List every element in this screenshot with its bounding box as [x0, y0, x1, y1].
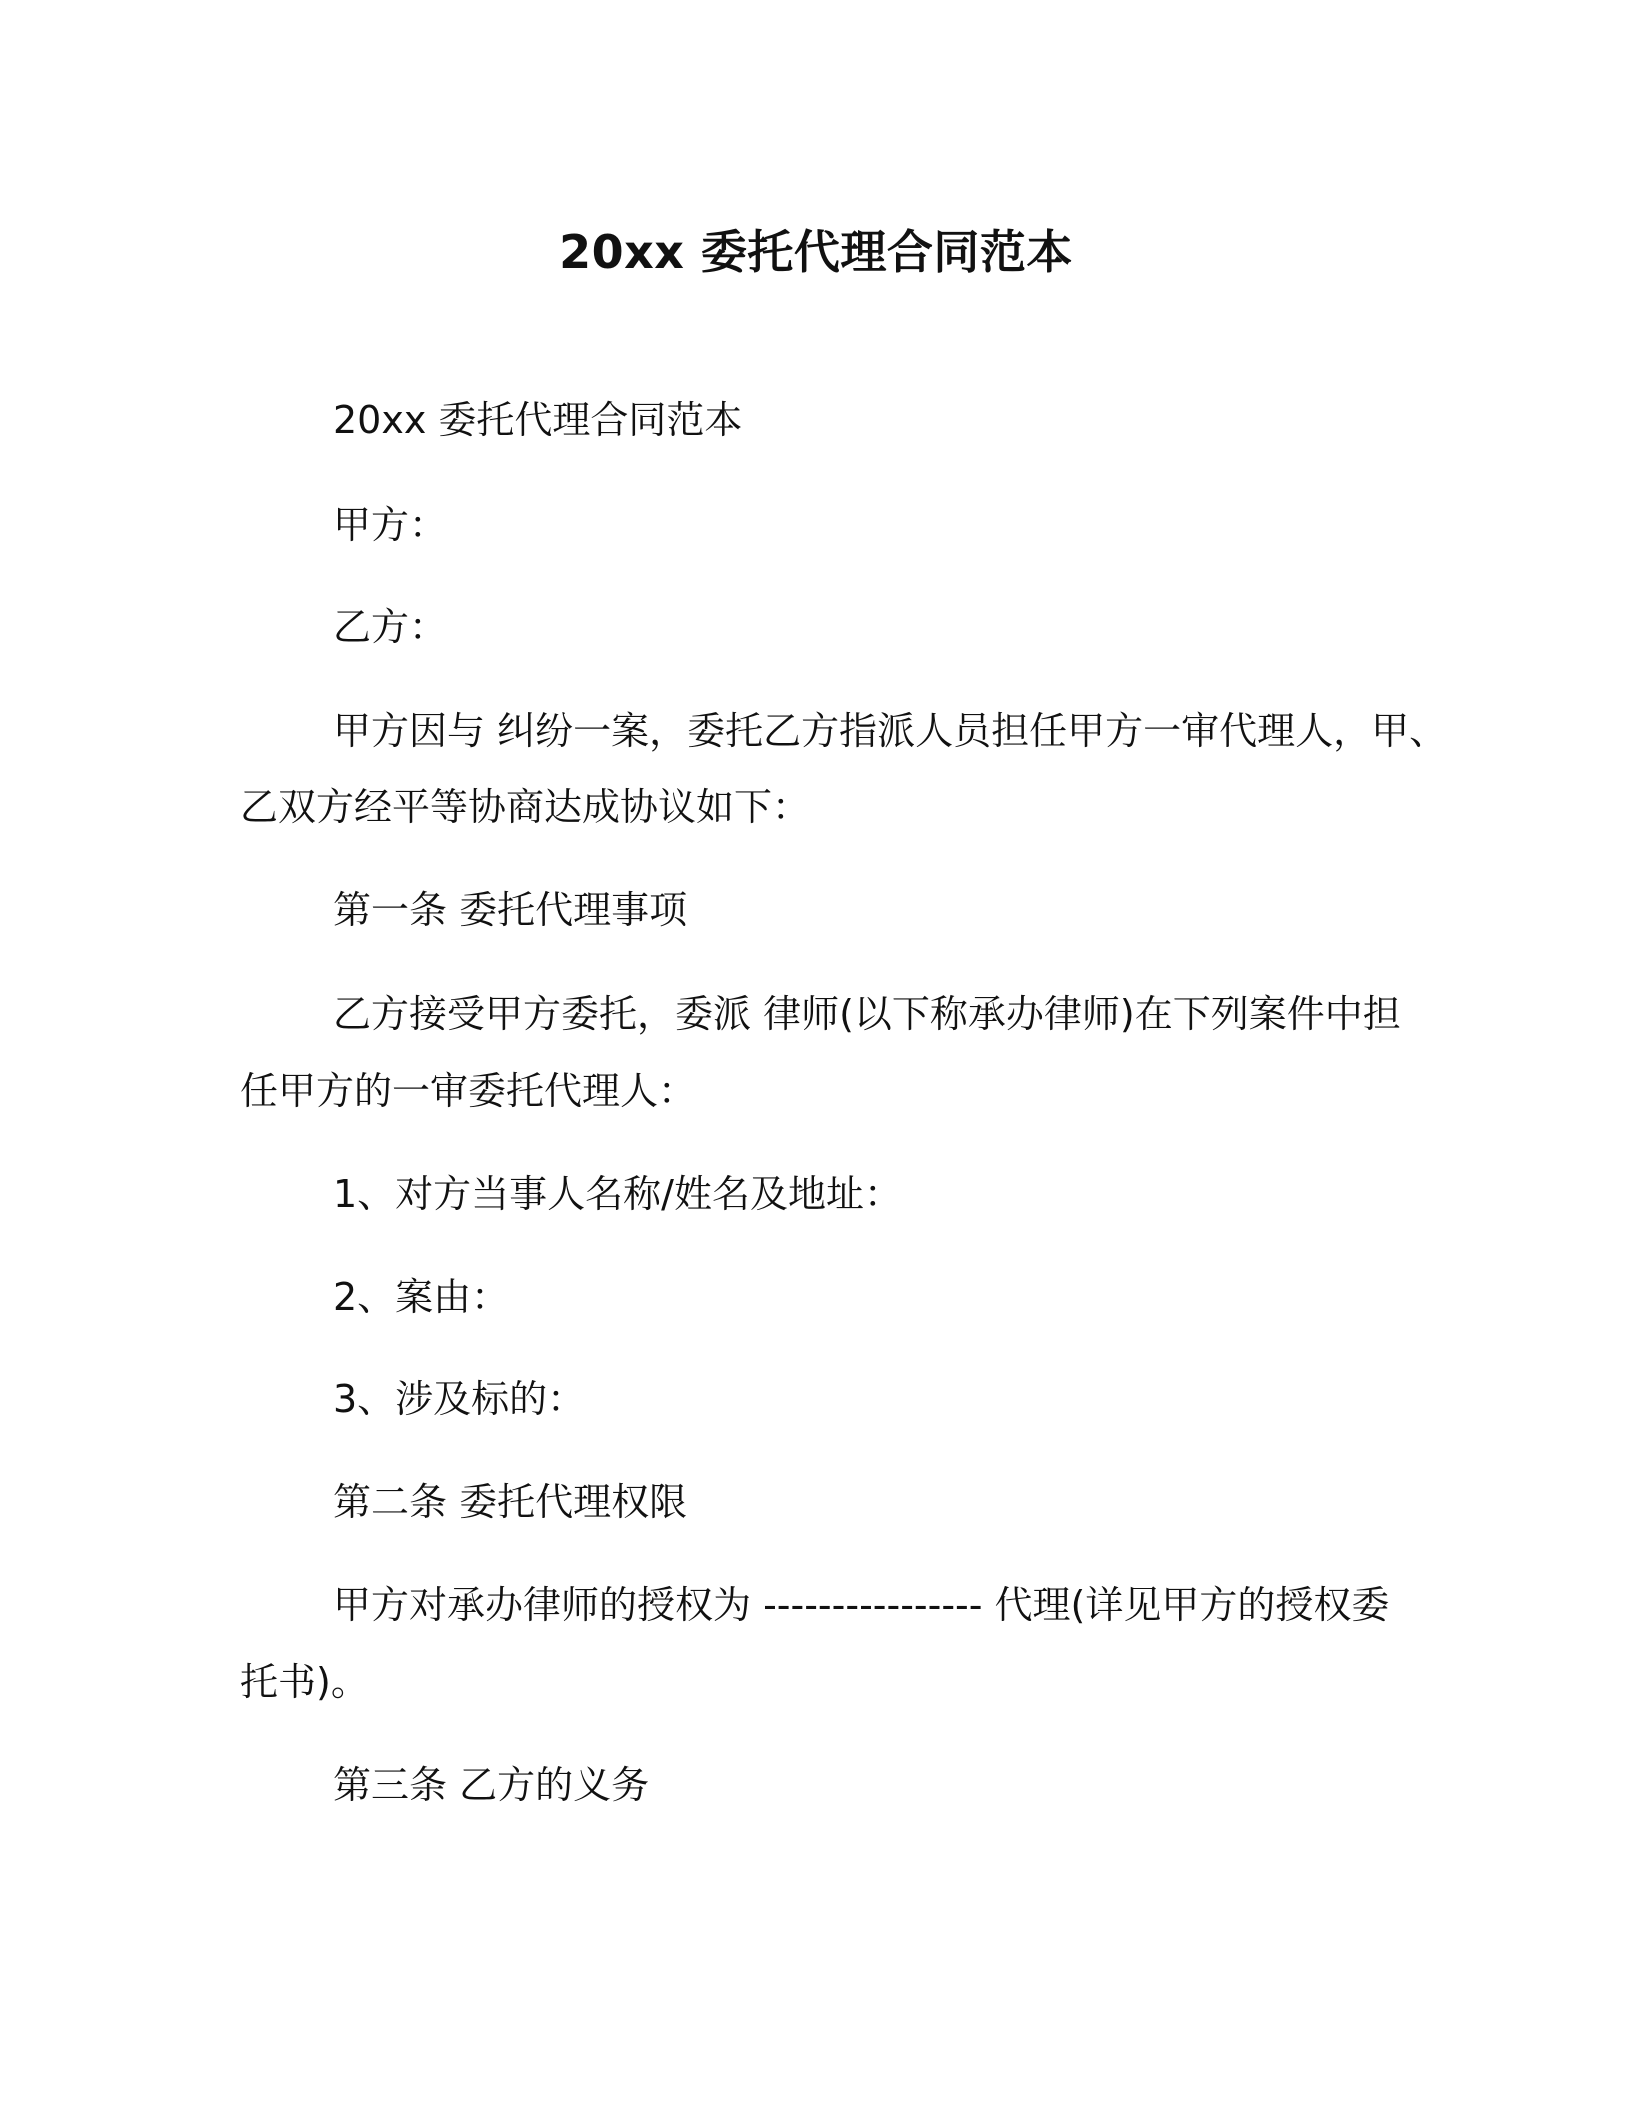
article-2-paragraph-line-2: 托书)。 [240, 1660, 369, 1704]
article-1-paragraph-line-2: 任甲方的一审委托代理人： [240, 1069, 697, 1113]
intro-paragraph-line-2: 乙双方经平等协商达成协议如下： [240, 785, 811, 829]
article-2-paragraph-line-1: 甲方对承办律师的授权为 ---------------- 代理(详见甲方的授权委 [333, 1583, 1390, 1627]
party-b-line: 乙方： [333, 605, 448, 649]
item-2-line: 2、案由： [333, 1275, 510, 1319]
document-title: 20xx 委托代理合同范本 [559, 225, 1073, 279]
item-3-line: 3、涉及标的： [333, 1377, 586, 1421]
article-2-heading: 第二条 委托代理权限 [333, 1480, 688, 1524]
article-1-paragraph-line-1: 乙方接受甲方委托，委派 律师(以下称承办律师)在下列案件中担 [333, 992, 1401, 1036]
intro-paragraph-line-1: 甲方因与 纠纷一案，委托乙方指派人员担任甲方一审代理人，甲、 [333, 709, 1448, 753]
subtitle-line: 20xx 委托代理合同范本 [333, 398, 743, 442]
article-3-heading: 第三条 乙方的义务 [333, 1763, 650, 1807]
item-1-line: 1、对方当事人名称/姓名及地址： [333, 1172, 902, 1216]
article-1-heading: 第一条 委托代理事项 [333, 888, 688, 932]
party-a-line: 甲方： [333, 503, 448, 547]
